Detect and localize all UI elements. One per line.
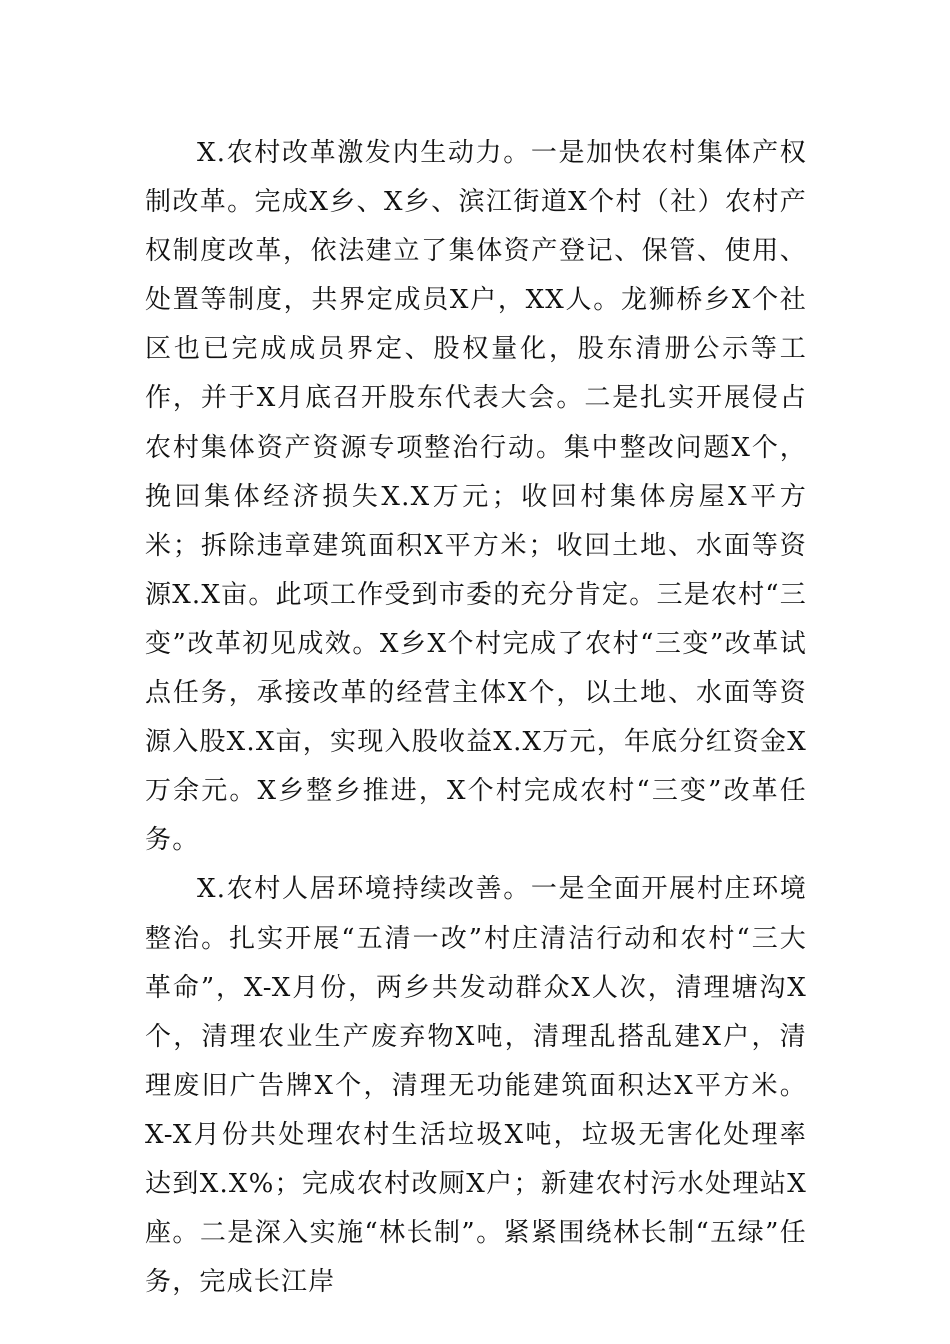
document-body — [145, 129, 807, 1307]
paragraph-living-environment: X.农村人居环境持续改善。一是全面开展村庄环境整治。扎实开展“五清一改”村庄清洁行动和农村“三大革命”，X-X月份，两乡共发动群众X人次，清理塘沟X个，清理农业生产废弃物X吨，清理乱搭乱建X户，清理废旧广告牌X个，清理无功能建筑面积达X平方米。X-X月份共处理农村生活垃圾X吨，垃圾无害化处理率达到X.X%；完成农村改厕X户；新建农村污水处理站X座。二是深入实施“林长制”。紧紧围绕林长制“五绿”任务，完成长江岸 — [145, 874, 807, 1298]
paragraph-rural-reform: X.农村改革激发内生动力。一是加快农村集体产权制改革。完成X乡、X乡、滨江街道X个村（社）农村产权制度改革，依法建立了集体资产登记、保管、使用、处置等制度，共界定成员X户，XX人。龙狮桥乡X个社区也已完成成员界定、股权量化，股东清册公示等工作，并于X月底召开股东代表大会。二是扎实开展侵占农村集体资产资源专项整治行动。集中整改问题X个，挽回集体经济损失X.X万元；收回村集体房屋X平方米；拆除违章建筑面积X平方米；收回土地、水面等资源X.X亩。此项工作受到市委的充分肯定。三是农村“三变”改革初见成效。X乡X个村完成了农村“三变”改革试点任务，承接改革的经营主体X个，以土地、水面等资源入股X.X亩，实现入股收益X.X万元，年底分红资金X万余元。X乡整乡推进，X个村完成农村“三变”改革任务。 — [145, 138, 807, 856]
